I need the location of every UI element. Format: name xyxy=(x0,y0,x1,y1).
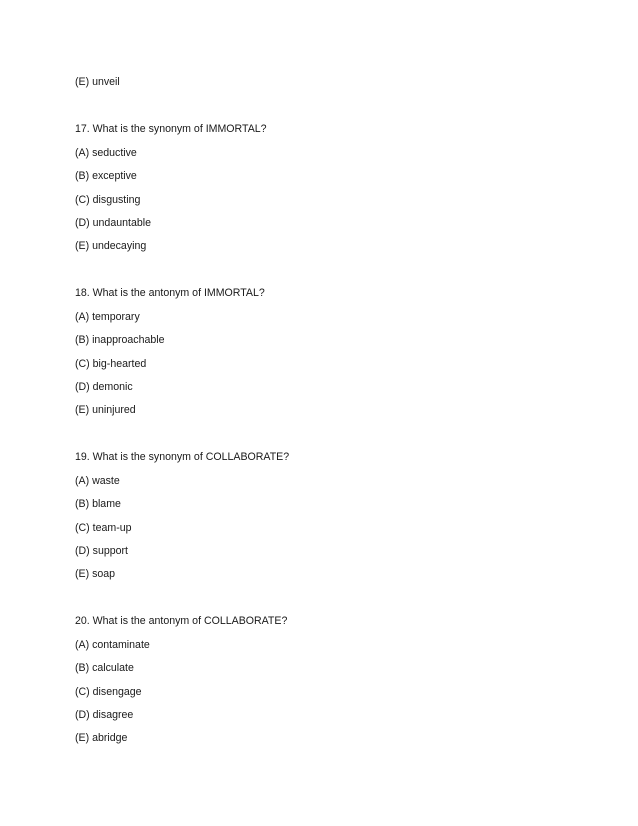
question-17-option-a: (A) seductive xyxy=(75,147,137,159)
question-18-option-c: (C) big-hearted xyxy=(75,358,147,370)
question-20-option-a: (A) contaminate xyxy=(75,639,150,651)
question-18-option-b: (B) inapproachable xyxy=(75,334,165,346)
question-20-text: 20. What is the antonym of COLLABORATE? xyxy=(75,615,288,627)
question-19-option-c: (C) team-up xyxy=(75,522,132,534)
question-18-text: 18. What is the antonym of IMMORTAL? xyxy=(75,287,265,299)
question-17-option-d: (D) undauntable xyxy=(75,217,151,229)
question-19-option-b: (B) blame xyxy=(75,498,121,510)
question-18-option-a: (A) temporary xyxy=(75,311,140,323)
question-20-option-c: (C) disengage xyxy=(75,686,142,698)
question-19-text: 19. What is the synonym of COLLABORATE? xyxy=(75,451,290,463)
question-20-option-d: (D) disagree xyxy=(75,709,134,721)
question-17-option-b: (B) exceptive xyxy=(75,170,137,182)
question-19-option-a: (A) waste xyxy=(75,475,120,487)
question-18-option-d: (D) demonic xyxy=(75,381,133,393)
question-18-option-e: (E) uninjured xyxy=(75,404,136,416)
question-17-option-c: (C) disgusting xyxy=(75,194,141,206)
question-19-option-d: (D) support xyxy=(75,545,128,557)
question-17-option-e: (E) undecaying xyxy=(75,240,147,252)
question-19-option-e: (E) soap xyxy=(75,568,116,580)
question-20-option-e: (E) abridge xyxy=(75,732,128,744)
question-20-option-b: (B) calculate xyxy=(75,662,134,674)
question-17-text: 17. What is the synonym of IMMORTAL? xyxy=(75,123,267,135)
carry-over-option-e: (E) unveil xyxy=(75,76,120,88)
